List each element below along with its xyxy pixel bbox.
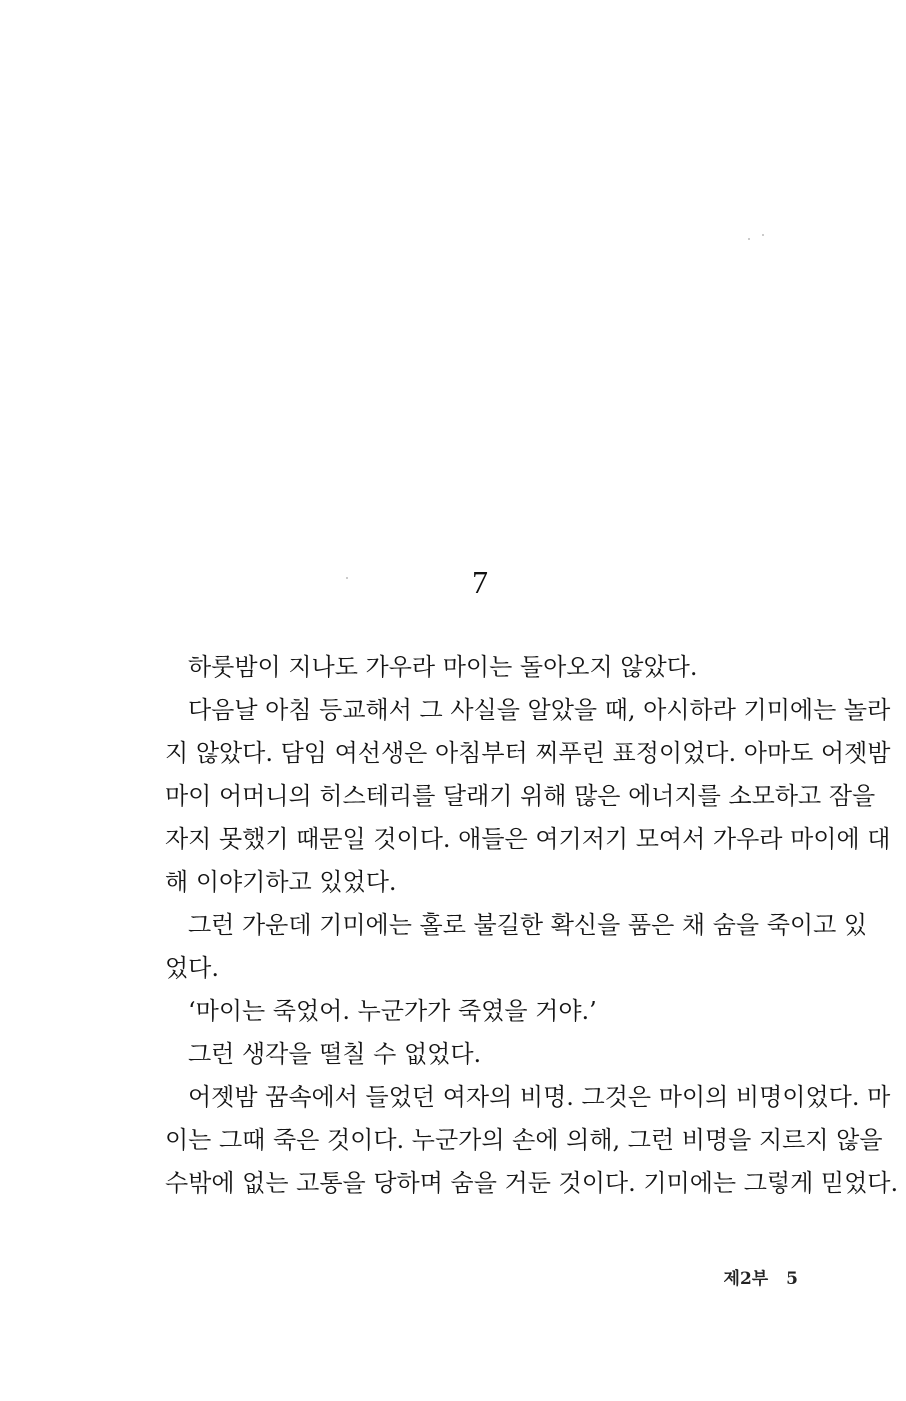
text-line: 이는 그때 죽은 것이다. 누군가의 손에 의해, 그런 비명을 지르지 않을	[165, 1126, 883, 1154]
body-text	[165, 646, 899, 1205]
text-line: 마이 어머니의 히스테리를 달래기 위해 많은 에너지를 소모하고 잠을	[165, 782, 876, 810]
chapter-number: 7	[472, 564, 488, 600]
text-line: 해 이야기하고 있었다.	[165, 868, 397, 896]
text-line: 어젯밤 꿈속에서 들었던 여자의 비명. 그것은 마이의 비명이었다. 마	[188, 1083, 891, 1111]
paper-speck	[762, 234, 764, 236]
text-line: 지 않았다. 담임 여선생은 아침부터 찌푸린 표정이었다. 아마도 어젯밤	[165, 739, 891, 767]
part-label: 제2부	[723, 1269, 769, 1289]
text-line: 그런 가운데 기미에는 홀로 불길한 확신을 품은 채 숨을 죽이고 있	[188, 911, 868, 939]
text-line: 자지 못했기 때문일 것이다. 애들은 여기저기 모여서 가우라 마이에 대	[165, 825, 891, 853]
text-line: ‘마이는 죽었어. 누군가가 죽였을 거야.’	[188, 997, 597, 1025]
text-line: 하룻밤이 지나도 가우라 마이는 돌아오지 않았다.	[188, 653, 698, 681]
page-footer	[724, 1264, 798, 1289]
text-line: 그런 생각을 떨칠 수 없었다.	[188, 1040, 482, 1068]
page-number: 5	[786, 1269, 798, 1289]
text-line: 었다.	[165, 954, 219, 982]
text-line: 다음날 아침 등교해서 그 사실을 알았을 때, 아시하라 기미에는 놀라	[188, 696, 891, 724]
paper-speck	[748, 238, 750, 240]
text-line: 수밖에 없는 고통을 당하며 숨을 거둔 것이다. 기미에는 그렇게 믿었다.	[165, 1169, 899, 1197]
